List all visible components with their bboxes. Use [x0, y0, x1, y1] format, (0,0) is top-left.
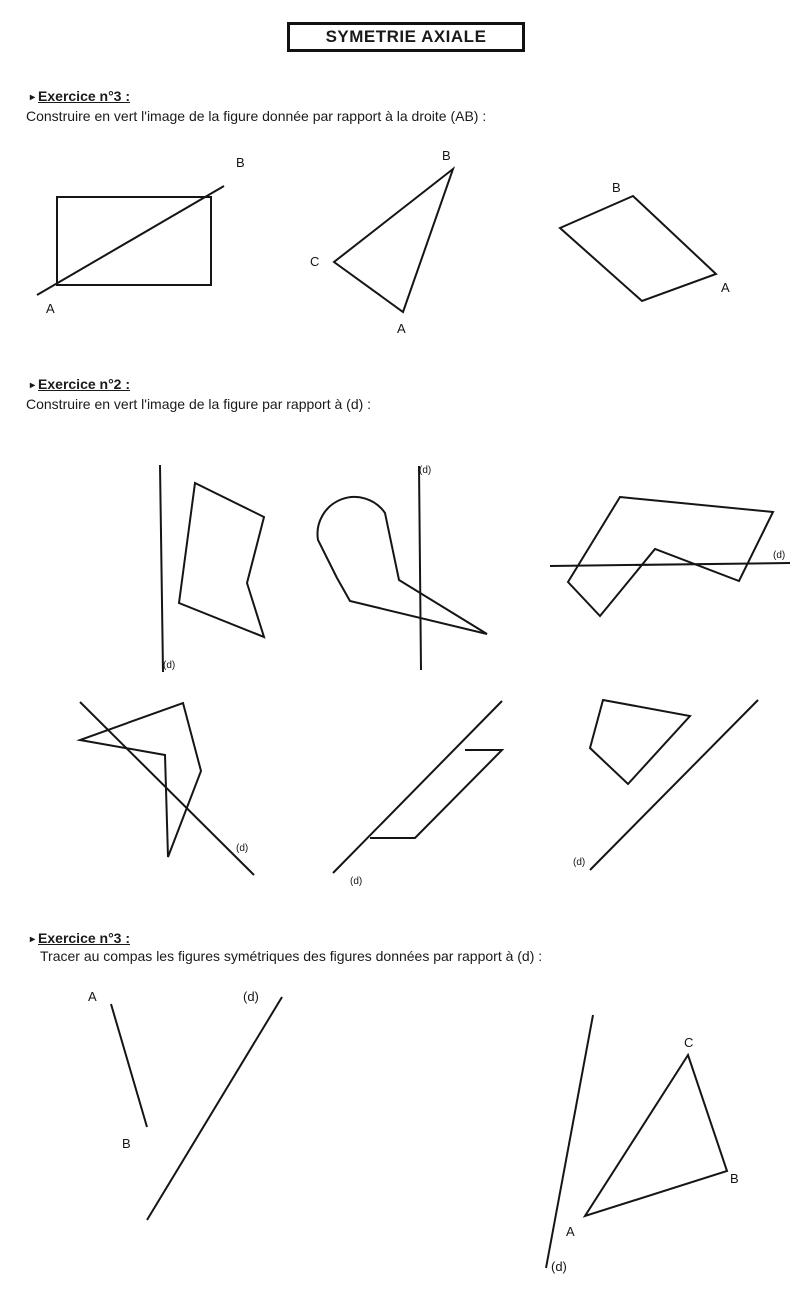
axis-label-d: (d) [163, 660, 176, 671]
axis-label-d: (d) [773, 550, 786, 561]
point-label-b: B [612, 180, 621, 195]
point-label-c: C [684, 1035, 694, 1050]
figure-arrow-shape-diagonal-axis [80, 702, 254, 875]
point-label-b: B [122, 1136, 131, 1151]
axis-label-d: (d) [243, 989, 259, 1004]
exercise-3-heading-text: Exercice n°3 : [38, 930, 131, 946]
bullet-arrow-icon: ▸ [30, 380, 36, 391]
exercise-2-heading-text: Exercice n°2 : [38, 376, 131, 392]
exercise-3-instruction: Tracer au compas les figures symétriques des figures données par rapport à (d) : [40, 948, 543, 964]
exercise-2-instruction: Construire en vert l'image de la figure par rapport à (d) : [26, 396, 372, 412]
point-label-a: A [721, 280, 730, 295]
axis-label-d: (d) [551, 1259, 567, 1274]
figure-parallelogram-on-axis [333, 701, 502, 887]
exercise-1-instruction: Construire en vert l'image de la figure donnée par rapport à la droite (AB) : [26, 108, 487, 124]
figure-triangle [310, 148, 453, 336]
figure-quadrilateral-off-axis [573, 700, 758, 870]
point-label-b: B [236, 155, 245, 170]
axis-label-d: (d) [236, 843, 249, 854]
figure-rounded-shape [318, 465, 487, 670]
axis-label-d: (d) [419, 465, 432, 476]
point-label-c: C [310, 254, 320, 269]
figure-triangle-abc [546, 1015, 739, 1274]
figure-concave-polygon-horizontal-axis [550, 497, 790, 616]
axis-label-d: (d) [573, 857, 586, 868]
point-label-b: B [730, 1171, 739, 1186]
point-label-a: A [397, 321, 406, 336]
point-label-a: A [46, 301, 55, 316]
axis-label-d: (d) [350, 876, 363, 887]
figure-rectangle [37, 155, 245, 316]
figure-segment-ab [88, 989, 282, 1220]
figure-parallelogram [560, 180, 730, 301]
bullet-arrow-icon: ▸ [30, 92, 36, 103]
figure-quadrilateral-vertical-axis [160, 465, 264, 672]
exercise-1-heading-text: Exercice n°3 : [38, 88, 131, 104]
bullet-arrow-icon: ▸ [30, 934, 36, 945]
point-label-a: A [88, 989, 97, 1004]
page-title-text: SYMETRIE AXIALE [325, 27, 487, 46]
point-label-a: A [566, 1224, 575, 1239]
point-label-b: B [442, 148, 451, 163]
